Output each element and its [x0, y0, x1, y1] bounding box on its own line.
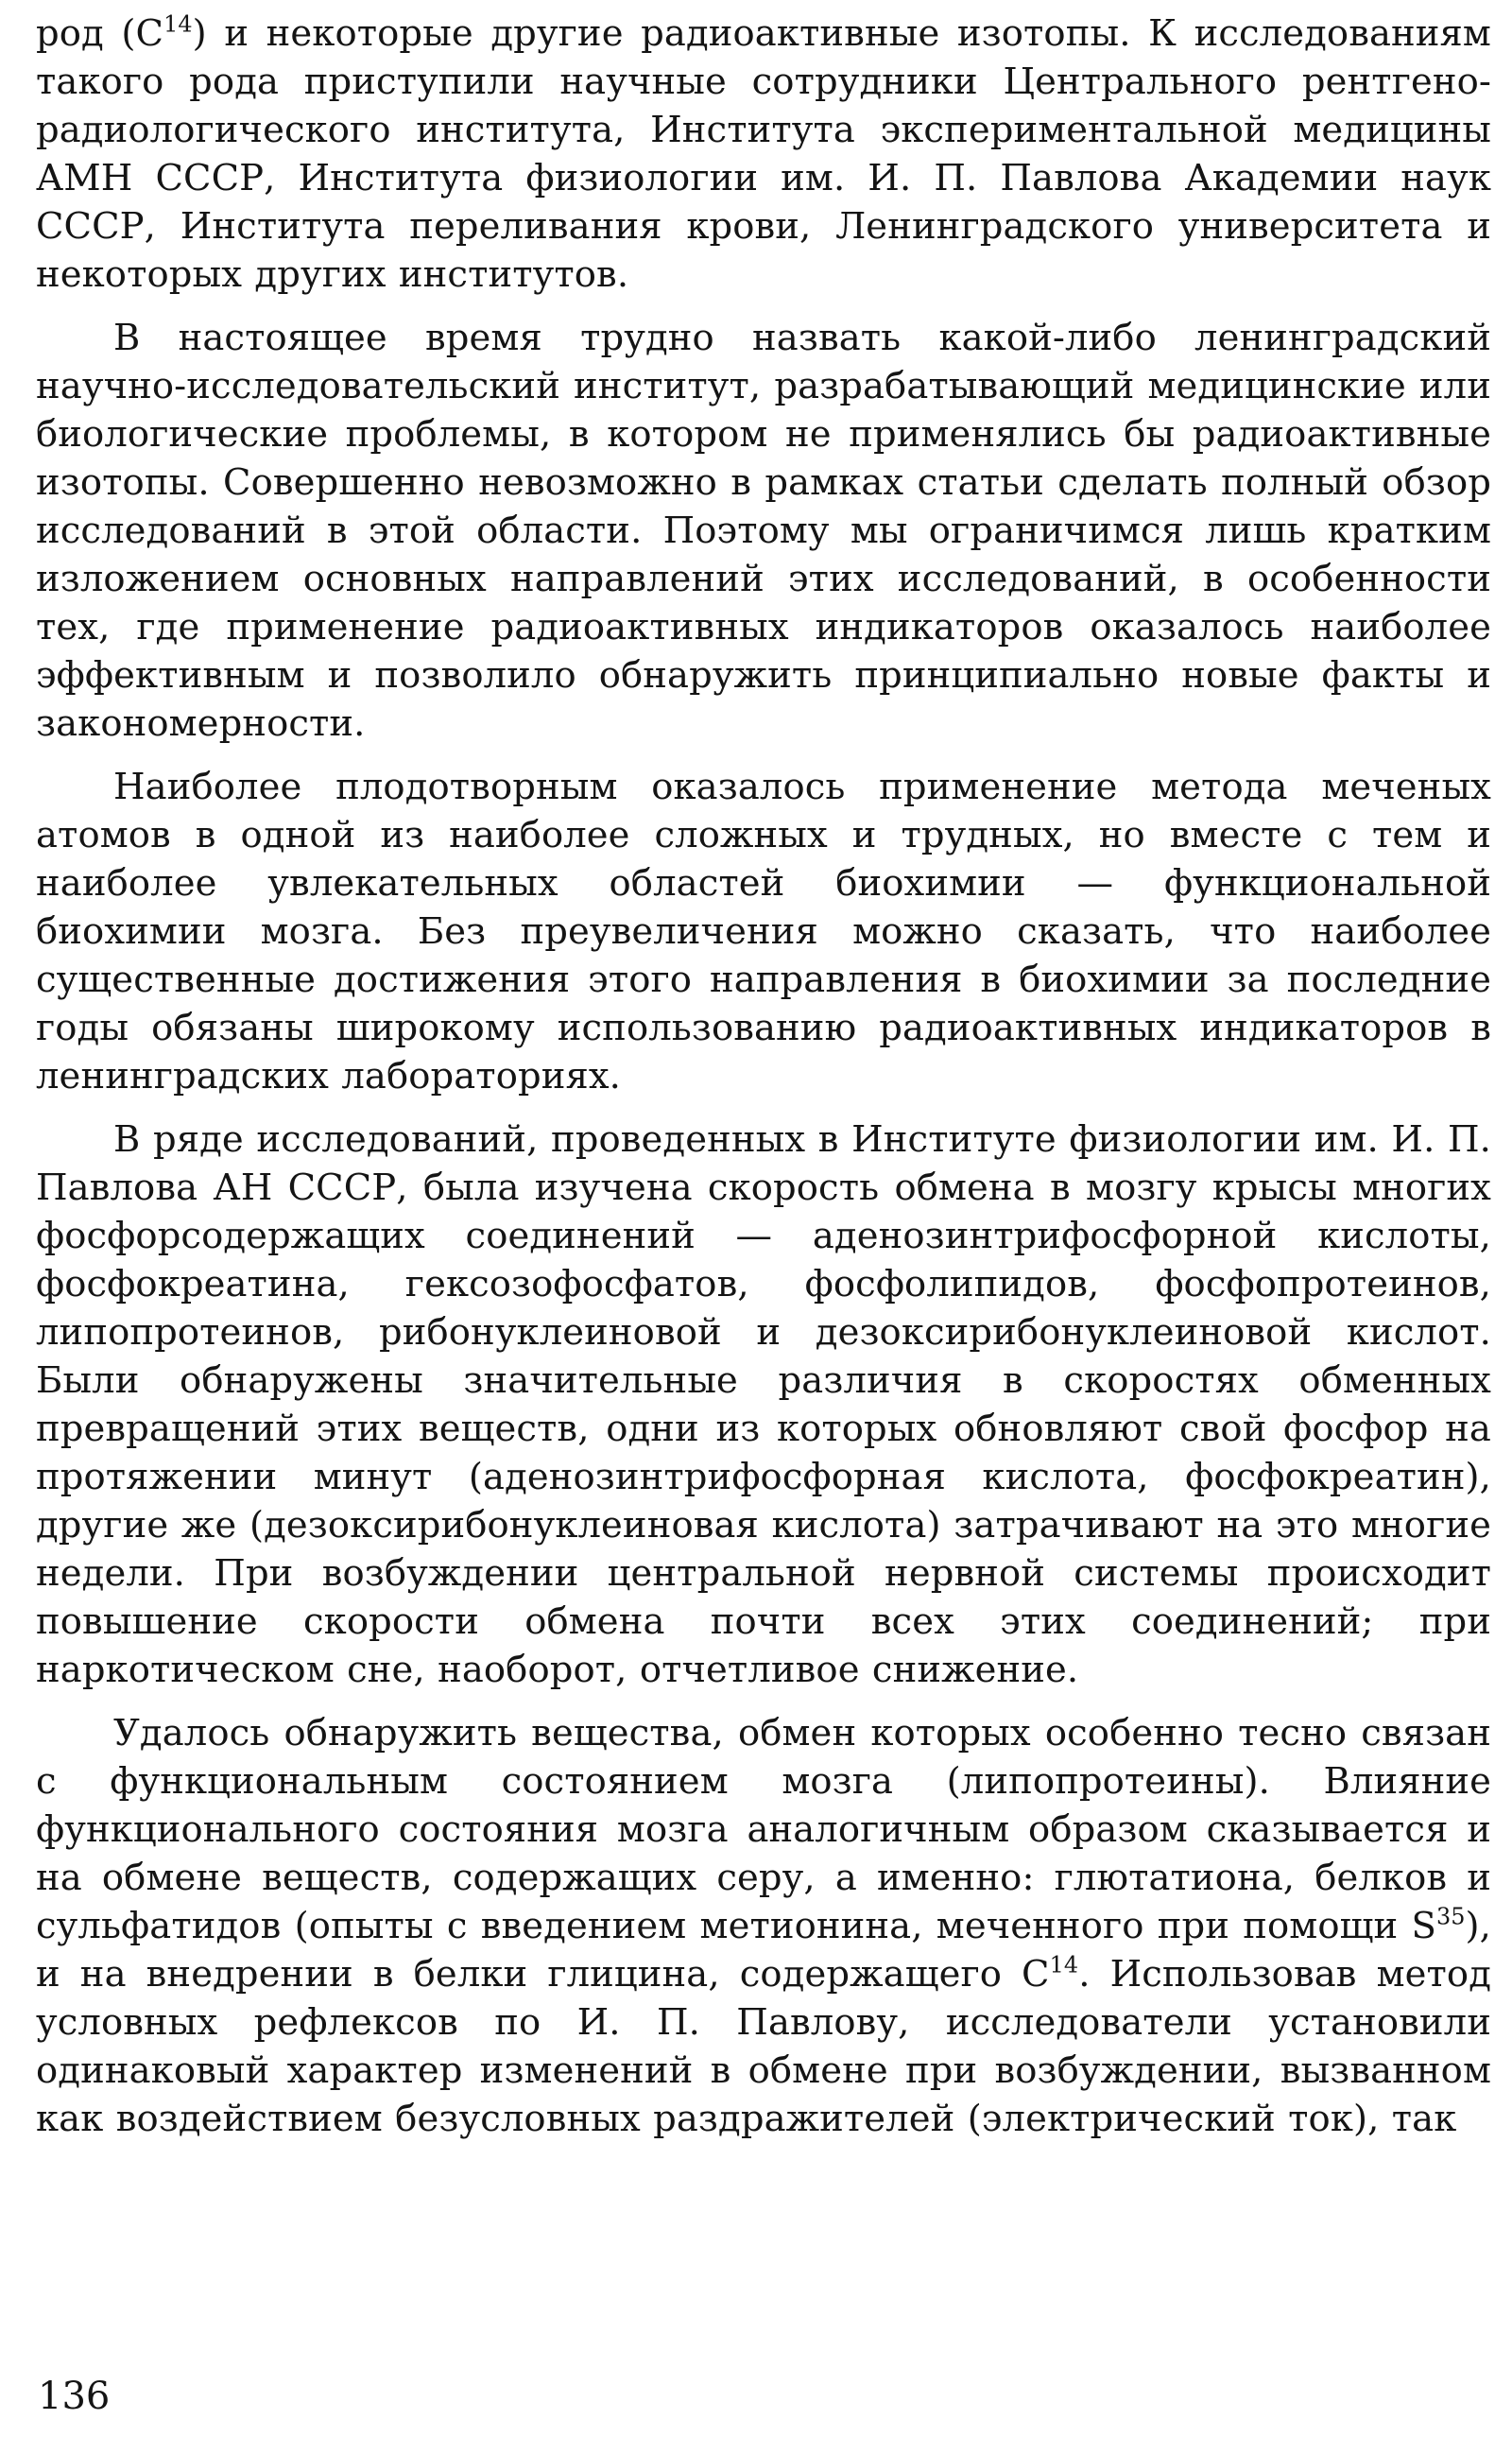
paragraph-5-text-c: . Использовав метод условных рефлексов по И. П. Павлову, исследователи установили одинаковый характер изменений в обмене при возбуждении, вызванном как воздействием безусловных раздражителей (электрический ток), так — [36, 1953, 1492, 2140]
paragraph-4 — [36, 1115, 1491, 1694]
paragraph-2 — [36, 314, 1491, 748]
paragraph-5-text-a: Удалось обнаружить вещества, обмен которых особенно тесно связан с функциональным состоянием мозга (липопротеины). Влияние функционального состояния мозга аналогичным образом сказывается и на обмене веществ, содержащих серу, а именно: глютатиона, белков и сульфатидов (опыты с введением метионина, меченного при помощи S — [36, 1712, 1491, 1947]
paragraph-1 — [36, 9, 1491, 299]
superscript-carbon-mass: 14 — [1049, 1951, 1079, 1979]
paragraph-3 — [36, 763, 1491, 1100]
paragraph-1-text-a: род (C — [36, 12, 164, 55]
paragraph-5 — [36, 1709, 1491, 2143]
paragraph-3-text: Наиболее плодотворным оказалось применение метода меченых атомов в одной из наиболее сложных и трудных, но вместе с тем и наиболее увлекательных областей биохимии — функциональной биохимии мозга. Без преувеличения можно сказать, что наиболее существенные достижения этого направления в биохимии за последние годы обязаны широкому использованию радиоактивных индикаторов в ленинградских лабораториях. — [36, 766, 1491, 1097]
paragraph-2-text: В настоящее время трудно назвать какой-либо ленинградский научно-исследовательский институт, разрабатывающий медицинские или биологические проблемы, в котором не применялись бы радиоактивные изотопы. Совершенно невозможно в рамках статьи сделать полный обзор исследований в этой области. Поэтому мы ограничимся лишь кратким изложением основных направлений этих исследований, в особенности тех, где применение радиоактивных индикаторов оказалось наиболее эффективным и позволило обнаружить принципиально новые факты и закономерности. — [36, 317, 1491, 745]
superscript-sulfur-mass: 35 — [1435, 1903, 1466, 1930]
paragraph-1-text-b: ) и некоторые другие радиоактивные изотопы. К исследованиям такого рода приступили научные сотрудники Центрального рентгено-радиологического института, Института экспериментальной медицины АМН СССР, Института физиологии им. И. П. Павлова Академии наук СССР, Института переливания крови, Ленинградского университета и некоторых других институтов. — [36, 12, 1491, 296]
page-body — [36, 9, 1491, 2158]
paragraph-5-text-b: ), и на внедрении в белки глицина, содержащего C — [36, 1905, 1491, 1996]
page-number: 136 — [38, 2375, 111, 2418]
paragraph-4-text: В ряде исследований, проведенных в Институте физиологии им. И. П. Павлова АН СССР, была изучена скорость обмена в мозгу крысы многих фосфорсодержащих соединений — аденозинтрифосфорной кислоты, фосфокреатина, гексозофосфатов, фосфолипидов, фосфопротеинов, липопротеинов, рибонуклеиновой и дезоксирибонуклеиновой кислот. Были обнаружены значительные различия в скоростях обменных превращений этих веществ, одни из которых обновляют свой фосфор на протяжении минут (аденозинтрифосфорная кислота, фосфокреатин), другие же (дезоксирибонуклеиновая кислота) затрачивают на это многие недели. При возбуждении центральной нервной системы происходит повышение скорости обмена почти всех этих соединений; при наркотическом сне, наоборот, отчетливое снижение. — [36, 1118, 1491, 1691]
superscript-isotope-mass: 14 — [163, 10, 193, 38]
